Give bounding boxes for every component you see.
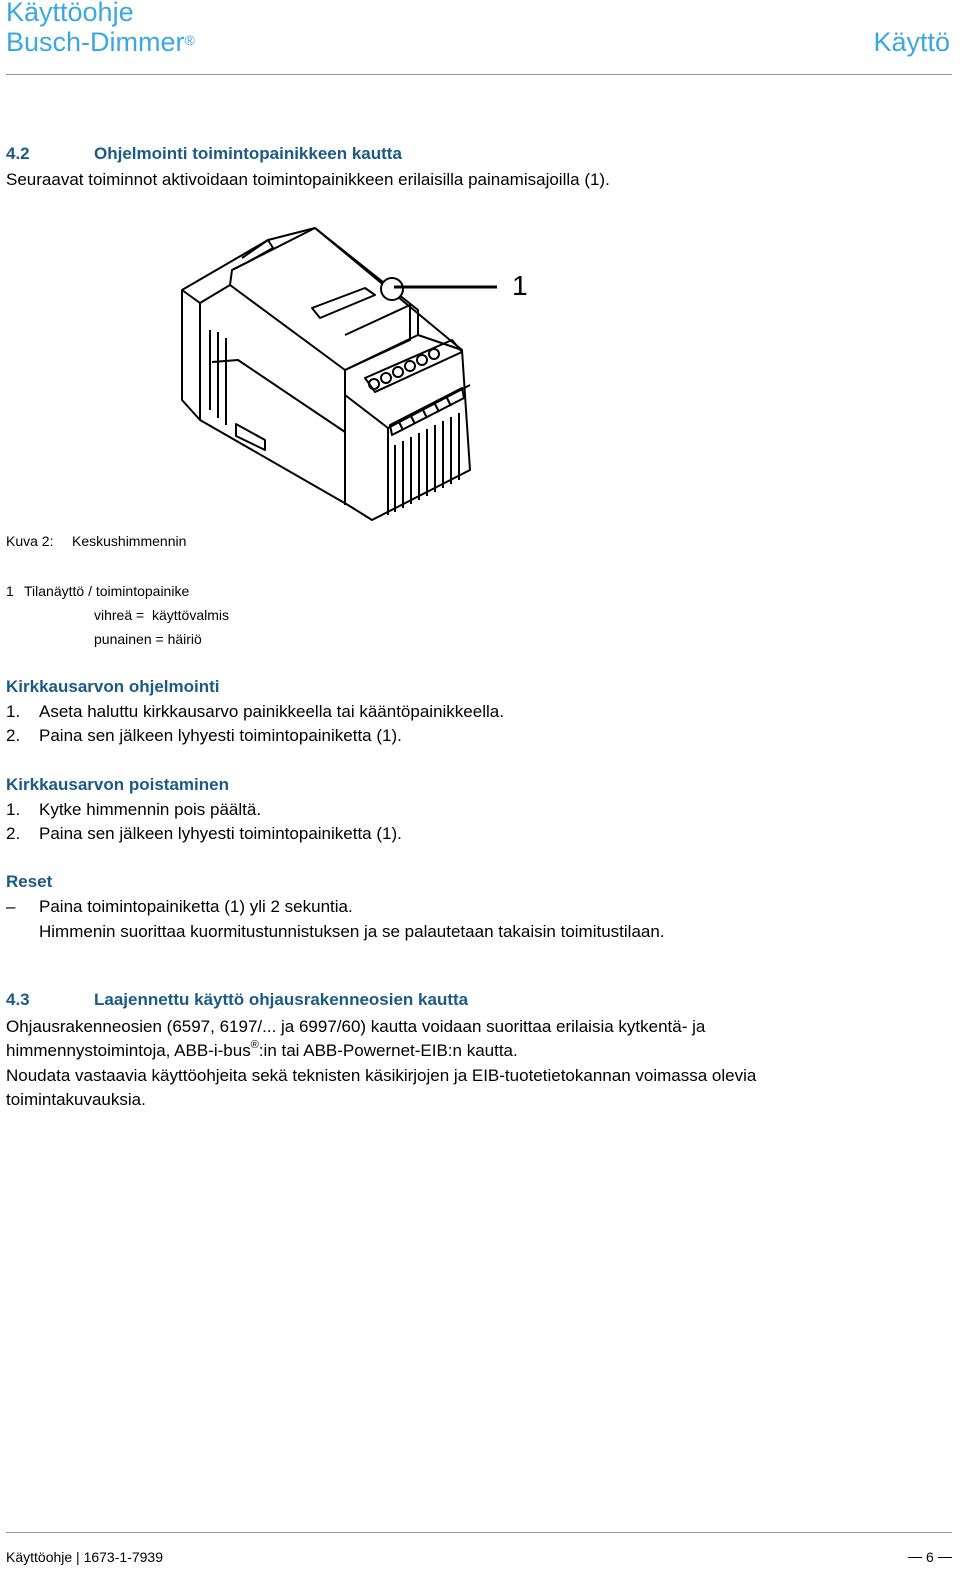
section-4-3-number: 4.3: [6, 990, 30, 1009]
document-title: Käyttöohje: [6, 0, 134, 27]
reset-heading: Reset: [6, 872, 53, 891]
device-body: [182, 228, 470, 520]
step-number: 2.: [6, 824, 21, 843]
legend-item-title: Tilanäyttö / toimintopainike: [24, 583, 190, 599]
step-text: Paina sen jälkeen lyhyesti toimintopainiketta (1).: [39, 726, 402, 745]
list-item: [6, 822, 402, 846]
reset-bullet: –: [6, 897, 16, 916]
step-number: 1.: [6, 800, 21, 819]
registered-mark: ®: [184, 32, 195, 48]
section-4-3-para1-line1: Ohjausrakenneosien (6597, 6197/... ja 6997/60) kautta voidaan suorittaa erilaisia kytkentä- ja: [6, 1017, 706, 1036]
list-item: [6, 798, 261, 822]
section-4-3-para2-line2: toimintakuvauksia.: [6, 1090, 146, 1109]
step-number: 1.: [6, 702, 21, 721]
brightness-removal-heading: Kirkkausarvon poistaminen: [6, 775, 229, 794]
step-text: Paina sen jälkeen lyhyesti toimintopainiketta (1).: [39, 824, 402, 843]
reset-line-1: Paina toimintopainiketta (1) yli 2 sekuntia.: [39, 897, 353, 916]
step-text: Aseta haluttu kirkkausarvo painikkeella tai kääntöpainikkeella.: [39, 702, 504, 721]
legend-line-green: vihreä = käyttövalmis: [94, 607, 229, 623]
figure-caption-label: Kuva 2:: [6, 533, 54, 549]
figure-caption-text: Keskushimmennin: [72, 533, 187, 549]
section-4-2-number: 4.2: [6, 144, 30, 163]
section-label: Käyttö: [873, 27, 950, 57]
registered-mark: ®: [250, 1039, 259, 1051]
step-text: Kytke himmennin pois päältä.: [39, 800, 262, 819]
legend-line-red: punainen = häiriö: [94, 631, 202, 647]
header-rule: [6, 74, 952, 75]
brightness-programming-heading: Kirkkausarvon ohjelmointi: [6, 677, 220, 696]
list-item: [6, 724, 402, 748]
reset-line-2: Himmenin suorittaa kuormitustunnistuksen ja se palautetaan takaisin toimitustilaan.: [39, 922, 665, 941]
dimmer-device-illustration: [170, 215, 540, 525]
section-4-2-title: Ohjelmointi toimintopainikkeen kautta: [94, 144, 402, 163]
page-number: 6: [926, 1549, 934, 1565]
legend-item-number: 1: [6, 583, 14, 599]
figure-callout-number: 1: [512, 270, 528, 301]
step-number: 2.: [6, 726, 21, 745]
page-number-dash-left: [908, 1557, 922, 1558]
page-number-dash-right: [938, 1557, 952, 1558]
section-4-3-title: Laajennettu käyttö ohjausrakenneosien kautta: [94, 990, 469, 1009]
footer-doc-ref: Käyttöohje | 1673-1-7939: [6, 1549, 163, 1565]
section-4-3-para2-line1: Noudata vastaavia käyttöohjeita sekä teknisten käsikirjojen ja EIB-tuotetietokannan voimassa olevia: [6, 1066, 757, 1085]
status-button-callout: [381, 278, 497, 300]
section-4-3-para1-line2: himmennystoimintoja, ABB-i-bus®:in tai ABB-Powernet-EIB:n kautta.: [6, 1039, 518, 1060]
footer-rule: [6, 1532, 952, 1533]
section-4-2-intro: Seuraavat toiminnot aktivoidaan toimintopainikkeen erilaisilla painamisajoilla (1).: [6, 170, 610, 189]
list-item: [6, 700, 504, 724]
product-name: Busch-Dimmer®: [6, 27, 195, 57]
